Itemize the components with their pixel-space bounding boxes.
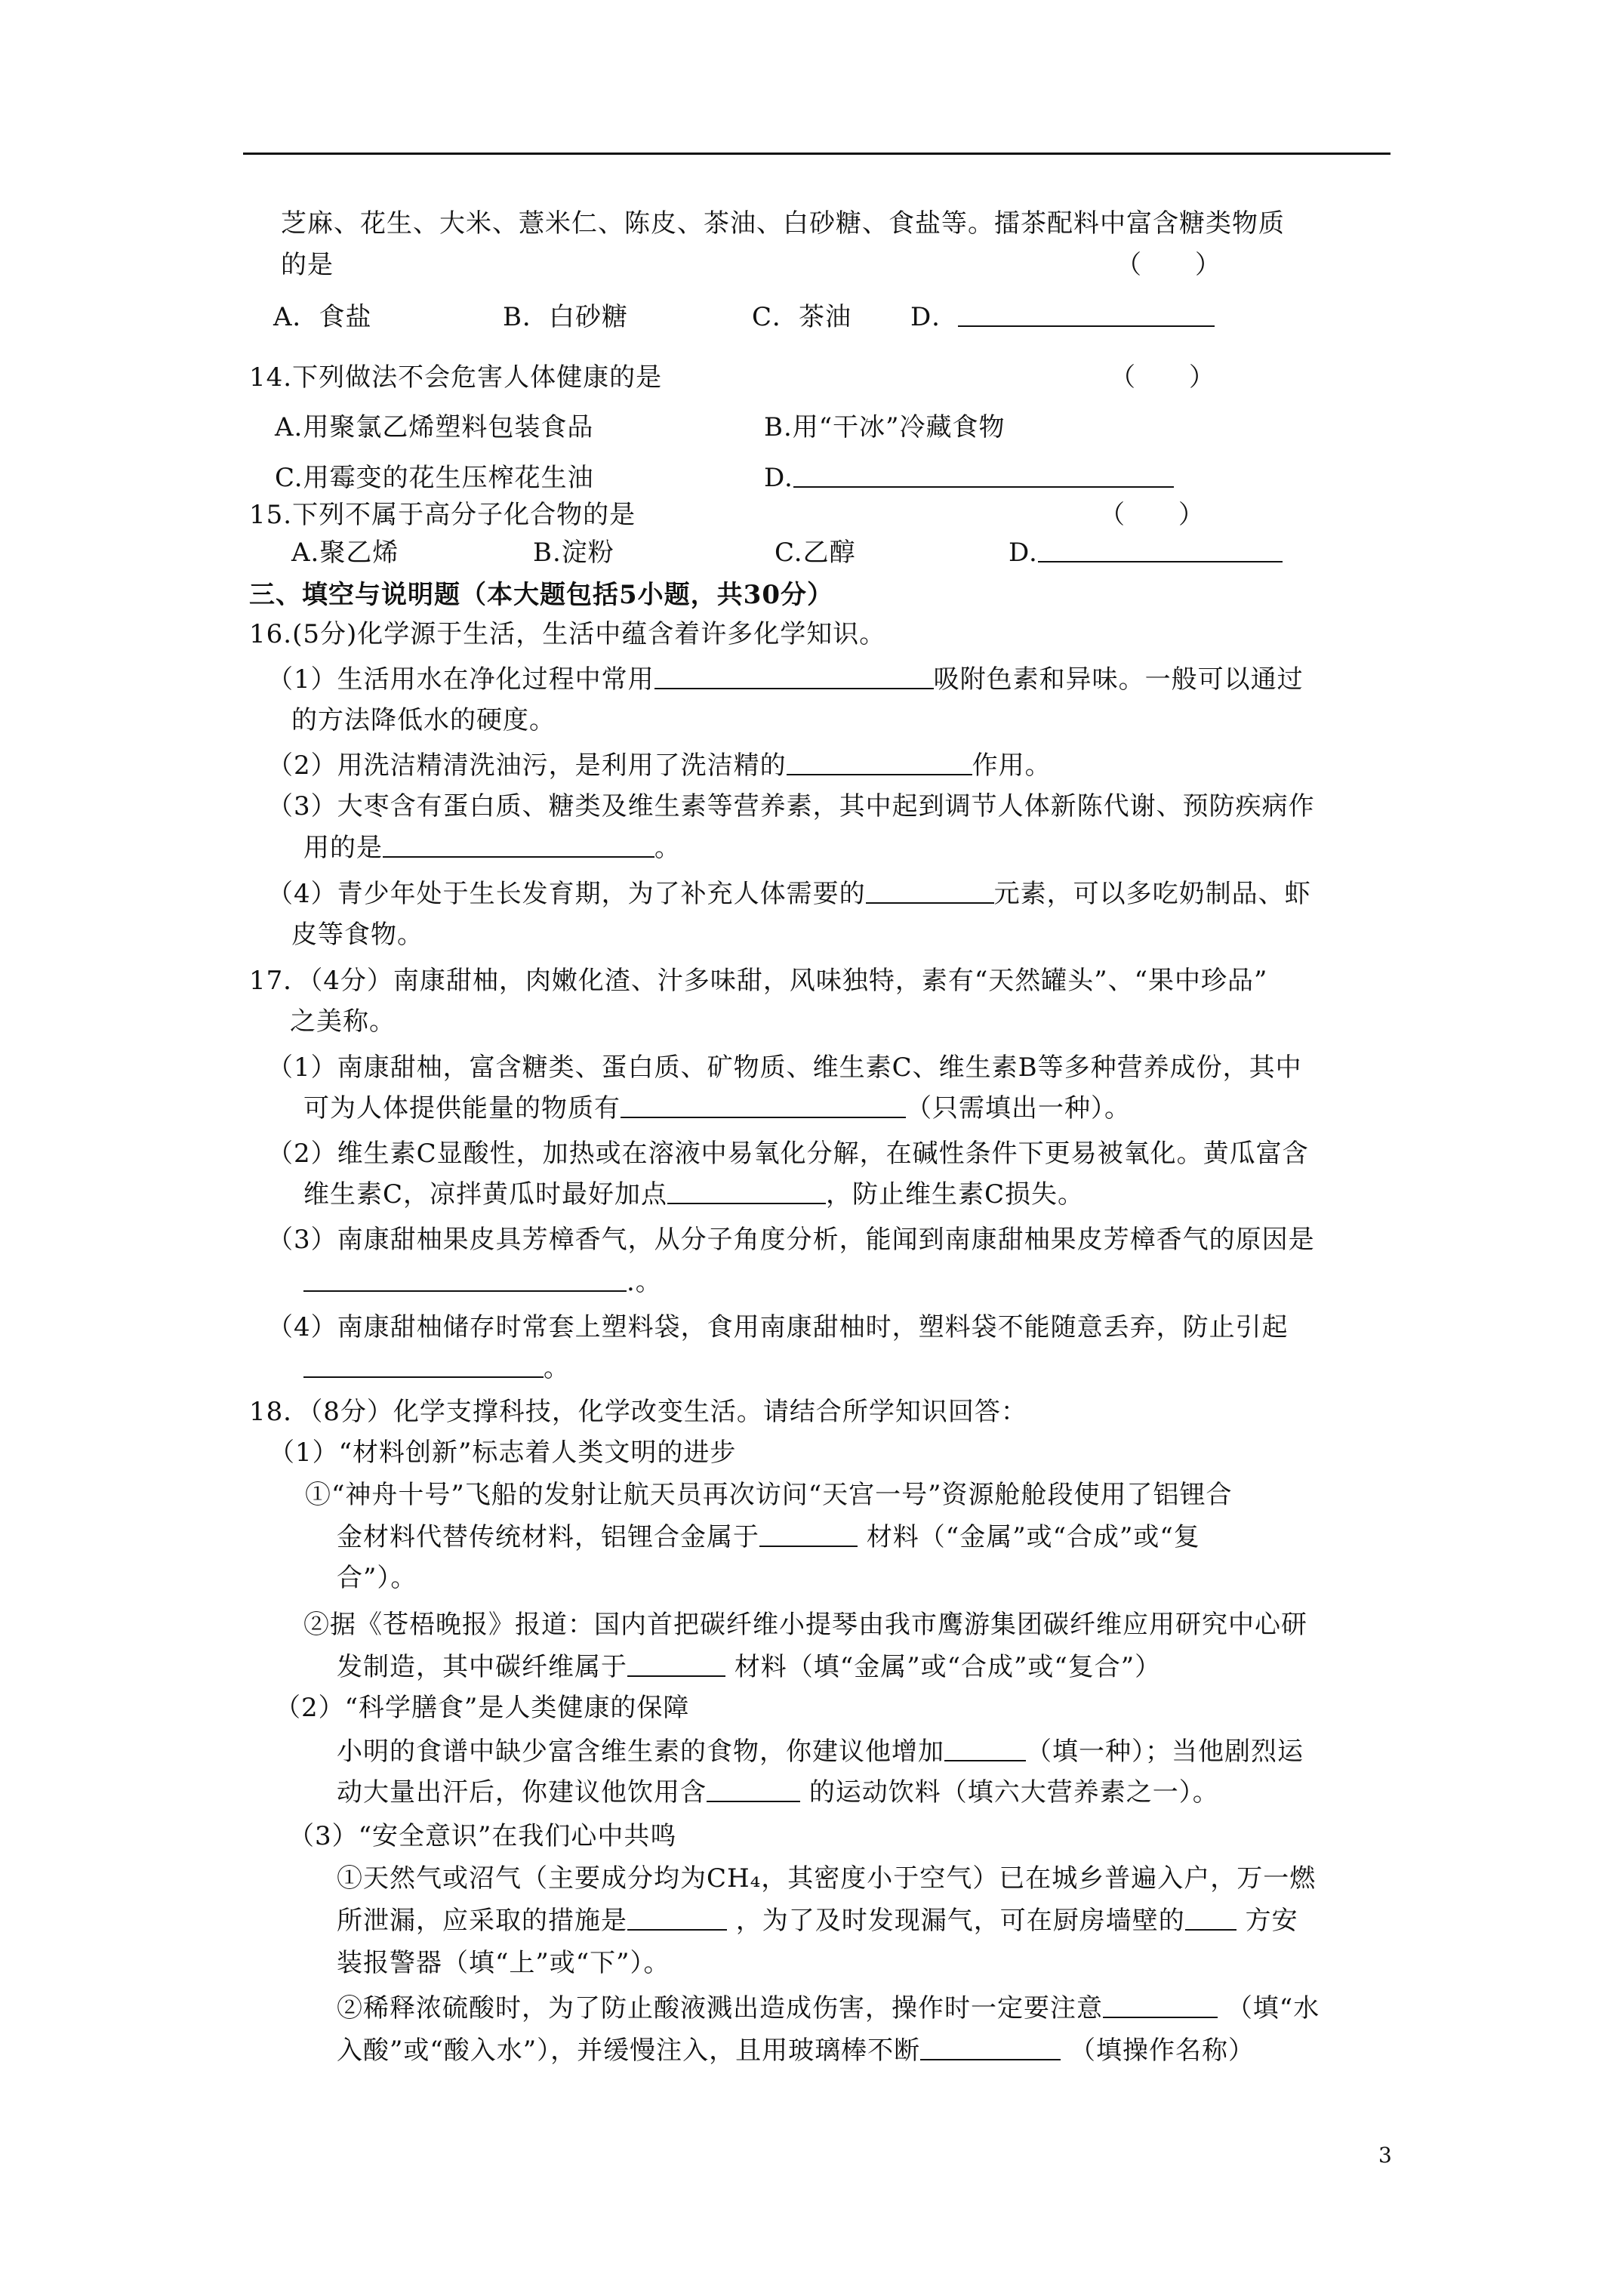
- q18-blank-1[interactable]: [759, 1523, 858, 1547]
- q17-blank-3[interactable]: [303, 1268, 627, 1292]
- q13-line2: 的是: [281, 250, 334, 280]
- q16-part3-cont: 用的是 。: [303, 833, 681, 863]
- q17-part1-cont: 可为人体提供能量的物质有 （只需填出一种）。: [303, 1093, 1131, 1123]
- q17-blank-4[interactable]: [303, 1354, 544, 1378]
- q18-part1-item2-cont: 发制造，其中碳纤维属于 材料（填“金属”或“合成”或“复合”）: [337, 1652, 1162, 1682]
- q18-part2-heading: （2）“科学膳食”是人类健康的保障: [275, 1693, 690, 1723]
- q17-part1: （1）南康甜柚，富含糖类、蛋白质、矿物质、维生素C、维生素B等多种营养成份，其中: [267, 1052, 1302, 1083]
- q18-part2-line2: 动大量出汗后，你建议他饮用含 的运动饮料（填六大营养素之一）。: [337, 1777, 1219, 1808]
- q16-part1-cont: 的方法降低水的硬度。: [291, 705, 556, 735]
- q16-blank-4[interactable]: [866, 880, 994, 904]
- q17-blank-2[interactable]: [667, 1180, 826, 1204]
- q17-stem-cont: 之美称。: [290, 1006, 396, 1037]
- q18-part2-line1: 小明的食谱中缺少富含维生素的食物，你建议他增加 （填一种）；当他剧烈运: [337, 1737, 1304, 1767]
- q18-blank-3[interactable]: [944, 1737, 1026, 1761]
- q18-part1-item1-end: 合”）。: [337, 1563, 417, 1593]
- q18-part3-item1-end: 装报警器（填“上”或“下”）。: [337, 1948, 670, 1978]
- q17-part2-cont: 维生素C，凉拌黄瓜时最好加点 ，防止维生素C损失。: [303, 1179, 1085, 1210]
- q15-answer-paren: （ ）: [1099, 500, 1205, 530]
- q18-blank-8[interactable]: [920, 2036, 1061, 2060]
- page-number: 3: [1378, 2143, 1392, 2168]
- q18-part1-heading: （1）“材料创新”标志着人类文明的进步: [269, 1438, 737, 1468]
- q13-option-a: A．食盐: [273, 302, 372, 332]
- q18-part3-heading: （3）“安全意识”在我们心中共鸣: [288, 1821, 677, 1851]
- q18-blank-7[interactable]: [1103, 1994, 1218, 2018]
- q13-option-b: B．白砂糖: [503, 302, 628, 332]
- q18-stem: 18．（8分）化学支撑科技，化学改变生活。请结合所学知识回答：: [249, 1397, 1027, 1427]
- q14-stem: 14.下列做法不会危害人体健康的是: [249, 362, 663, 393]
- q18-blank-6[interactable]: [1185, 1906, 1236, 1931]
- q18-part3-item2: ②稀释浓硫酸时，为了防止酸液溅出造成伤害，操作时一定要注意 （填“水: [337, 1993, 1320, 2023]
- q16-part2: （2）用洗洁精清洗油污，是利用了洗洁精的 作用。: [267, 750, 1052, 781]
- q18-part1-item1-cont: 金材料代替传统材料，铝锂合金属于 材料（“金属”或“合成”或“复: [337, 1522, 1200, 1552]
- q17-blank-1[interactable]: [621, 1094, 906, 1118]
- q18-blank-4[interactable]: [707, 1778, 800, 1802]
- q18-part3-item1: ①天然气或沼气（主要成分均为CH₄，其密度小于空气）已在城乡普遍入户，万一燃: [337, 1863, 1317, 1894]
- q16-part1: （1）生活用水在净化过程中常用 吸附色素和异味。一般可以通过: [267, 664, 1304, 695]
- q15-stem: 15.下列不属于高分子化合物的是: [249, 500, 636, 530]
- q14-option-b: B.用“干冰”冷藏食物: [764, 412, 1006, 442]
- q16-part3: （3）大枣含有蛋白质、糖类及维生素等营养素，其中起到调节人体新陈代谢、预防疾病作: [267, 791, 1315, 821]
- q17-part4-cont: 。: [303, 1353, 570, 1383]
- q16-blank-2[interactable]: [787, 751, 972, 775]
- q16-blank-1[interactable]: [654, 665, 934, 689]
- q16-stem: 16.(5分)化学源于生活，生活中蕴含着许多化学知识。: [249, 619, 886, 649]
- q14-option-d: D.: [764, 463, 1174, 493]
- q17-part2: （2）维生素C显酸性，加热或在溶液中易氧化分解，在碱性条件下更易被氧化。黄瓜富含: [267, 1139, 1309, 1169]
- q17-part4: （4）南康甜柚储存时常套上塑料袋，食用南康甜柚时，塑料袋不能随意丢弃，防止引起: [267, 1312, 1289, 1342]
- q13-blank[interactable]: [958, 303, 1215, 327]
- q17-part3-cont: .。: [303, 1267, 662, 1297]
- q16-blank-3[interactable]: [383, 834, 654, 858]
- q13-answer-paren: （ ）: [1116, 250, 1221, 280]
- section-3-heading: 三、填空与说明题（本大题包括5小题，共30分）: [249, 580, 833, 610]
- q17-part3: （3）南康甜柚果皮具芳樟香气，从分子角度分析，能闻到南康甜柚果皮芳樟香气的原因是: [267, 1225, 1315, 1255]
- q18-part1-item2: ②据《苍梧晚报》报道：国内首把碳纤维小提琴由我市鹰游集团碳纤维应用研究中心研: [303, 1610, 1307, 1640]
- header-rule: [243, 153, 1390, 155]
- q15-blank[interactable]: [1038, 538, 1283, 562]
- q14-option-c: C.用霉变的花生压榨花生油: [275, 463, 594, 493]
- q17-stem: 17．（4分）南康甜柚，肉嫩化渣、汁多味甜，风味独特，素有“天然罐头”、“果中珍品”: [249, 966, 1268, 996]
- q18-part1-item1: ①“神舟十号”飞船的发射让航天员再次访问“天宫一号”资源舱舱段使用了铝锂合: [305, 1480, 1233, 1510]
- q15-option-b: B.淀粉: [533, 538, 614, 568]
- q18-part3-item2-cont: 入酸”或“酸入水”），并缓慢注入，且用玻璃棒不断 （填操作名称）: [337, 2036, 1255, 2066]
- q18-blank-5[interactable]: [627, 1906, 727, 1931]
- q14-blank[interactable]: [793, 464, 1174, 488]
- q15-option-d: D.: [1009, 538, 1283, 568]
- q18-blank-2[interactable]: [627, 1653, 725, 1677]
- q13-line1: 芝麻、花生、大米、薏米仁、陈皮、茶油、白砂糖、食盐等。擂茶配料中富含糖类物质: [281, 208, 1285, 239]
- q15-option-c: C.乙醇: [775, 538, 856, 568]
- q13-option-d: D．: [910, 302, 1215, 332]
- q14-option-a: A.用聚氯乙烯塑料包装食品: [275, 412, 594, 442]
- q16-part4-cont: 皮等食物。: [291, 920, 423, 950]
- q16-part4: （4）青少年处于生长发育期，为了补充人体需要的 元素，可以多吃奶制品、虾: [267, 879, 1311, 909]
- q18-part3-item1-cont: 所泄漏，应采取的措施是 ，为了及时发现漏气，可在厨房墙壁的 方安: [337, 1906, 1298, 1936]
- q15-option-a: A.聚乙烯: [291, 538, 399, 568]
- q14-answer-paren: （ ）: [1110, 362, 1215, 393]
- q13-option-c: C．茶油: [752, 302, 852, 332]
